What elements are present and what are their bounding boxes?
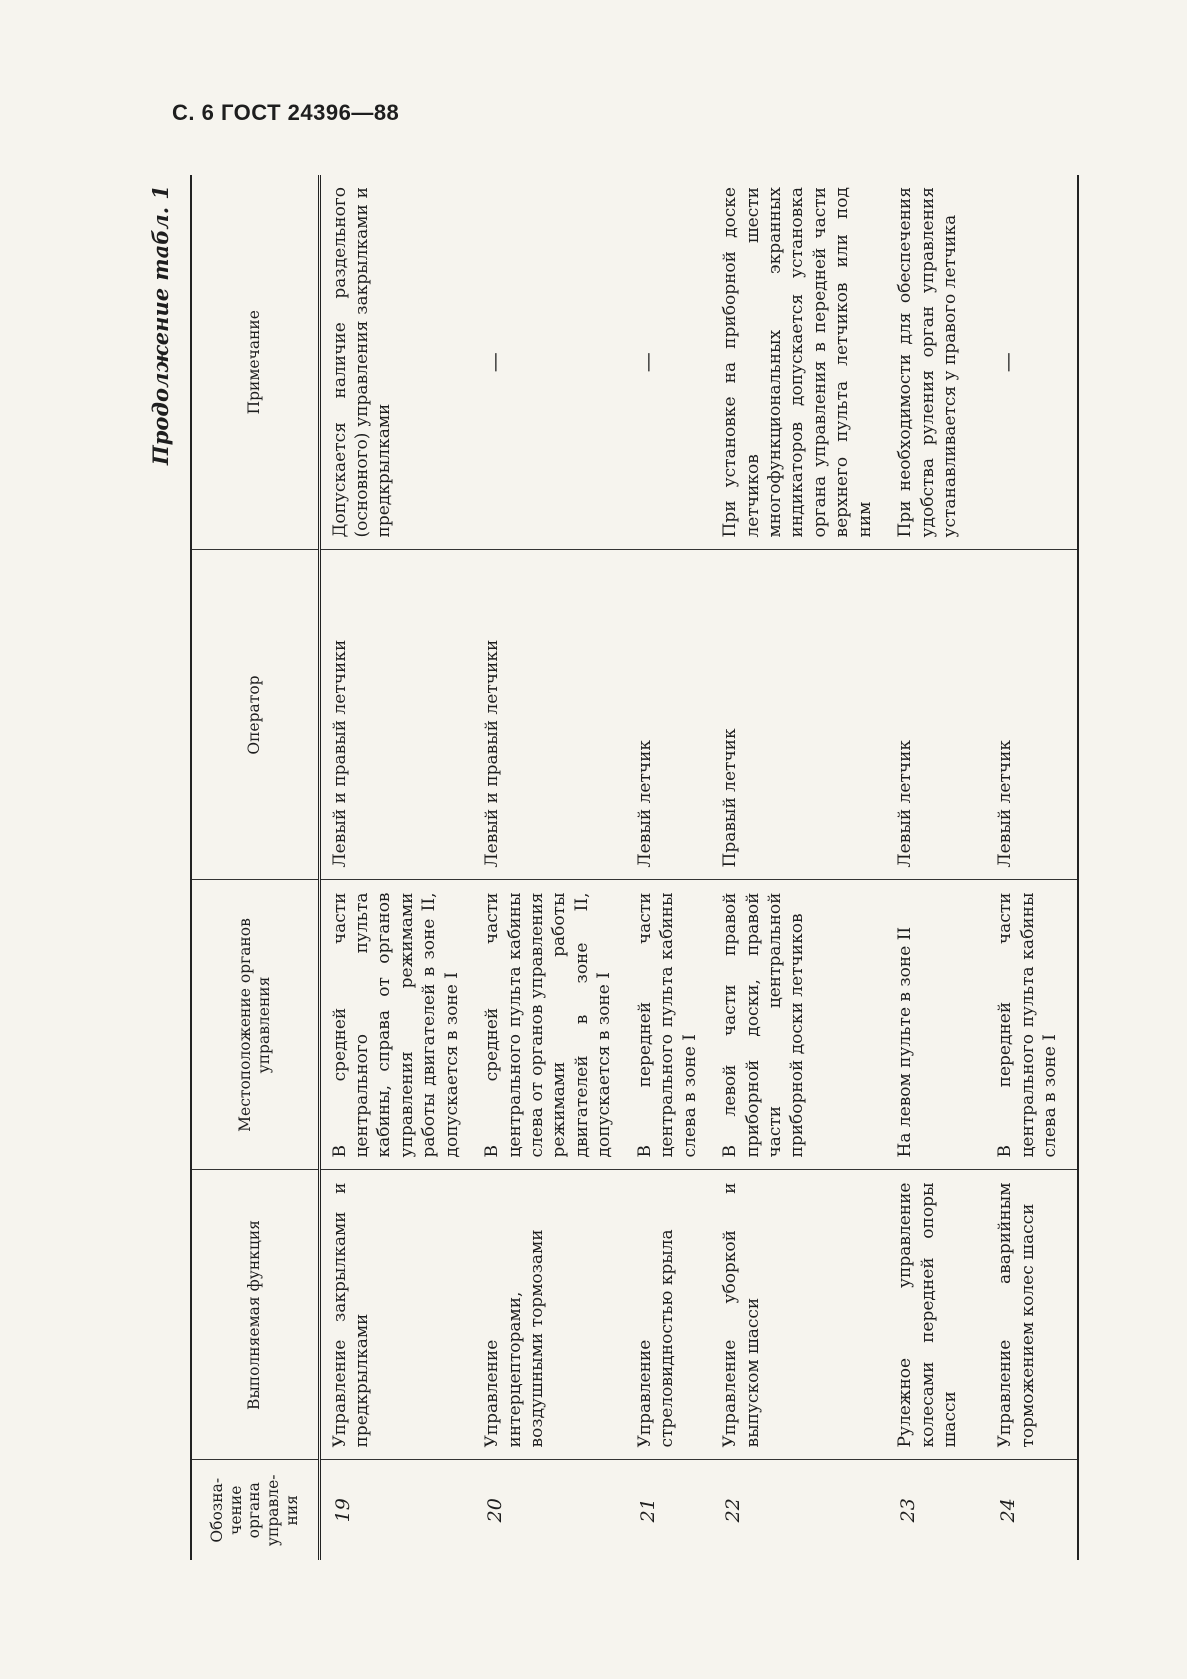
table-row [473, 175, 626, 1560]
table-row [626, 175, 711, 1560]
cell-function: Управление аварийным торможением колес шасси [986, 1170, 1078, 1460]
cell-operator: Левый летчик [626, 550, 711, 880]
cell-operator: Правый летчик [711, 550, 886, 880]
row-number: 22 [722, 1498, 745, 1523]
cell-note: — [986, 175, 1078, 550]
table-row [886, 175, 986, 1560]
cell-note: При необходимости для обеспечения удобства руления орган управления устанавливается у правого летчика [886, 175, 986, 550]
row-number: 19 [331, 1498, 354, 1523]
cell-operator: Левый летчик [986, 550, 1078, 880]
table-row [711, 175, 886, 1560]
cell-note: При установке на приборной доске летчиков шести многофункциональных экранных индикаторов допускается установка органа управления в передней части верхнего пульта летчиков или под ним [711, 175, 886, 550]
cell-operator: Левый и правый летчики [473, 550, 626, 880]
cell-location: На левом пульте в зоне II [886, 880, 986, 1170]
cell-location: В средней части центрального пульта кабины слева от органов управления режимами работы двигателей в зоне II, допускается в зоне I [473, 880, 626, 1170]
rotated-table-block [148, 175, 1100, 1560]
col-header-designation: Обозна-чение органа управле-ния [191, 1460, 319, 1560]
cell-operator: Левый и правый летчики [319, 550, 473, 880]
row-number: 23 [897, 1498, 920, 1523]
cell-operator: Левый летчик [886, 550, 986, 880]
row-number: 20 [484, 1498, 507, 1523]
table-row [319, 175, 473, 1560]
col-header-location: Местоположение органов управления [191, 880, 319, 1170]
col-header-operator: Оператор [191, 550, 319, 880]
col-header-note: Примечание [191, 175, 319, 550]
row-number: 24 [986, 1460, 1078, 1560]
cell-note: — [626, 175, 711, 550]
controls-table [190, 175, 1079, 1560]
table-caption: Продолжение табл. 1 [148, 185, 173, 466]
page-header: С. 6 ГОСТ 24396—88 [172, 100, 400, 125]
cell-function: Управление уборкой и выпуском шасси [711, 1170, 886, 1460]
cell-location: В средней части центрального пульта кабины, справа от органов управления режимами работы двигателей в зоне II, допускается в зоне I [319, 880, 473, 1170]
col-header-function: Выполняемая функция [191, 1170, 319, 1460]
cell-location: В левой части правой приборной доски, правой части центральной приборной доски летчиков [711, 880, 886, 1170]
cell-function: Управление интерцепторами, воздушными тормозами [473, 1170, 626, 1460]
cell-function: Управление закрылками и предкрылками [319, 1170, 473, 1460]
cell-note: Допускается наличие раздельного (основного) управления закрылками и предкрылками [319, 175, 473, 550]
cell-location: В передней части центрального пульта кабины слева в зоне I [626, 880, 711, 1170]
table-header-row [191, 175, 319, 1560]
table-row [986, 175, 1078, 1560]
cell-function: Рулежное управление колесами передней опоры шасси [886, 1170, 986, 1460]
cell-note: — [473, 175, 626, 550]
cell-location: В передней части центрального пульта кабины слева в зоне I [986, 880, 1078, 1170]
cell-function: Управление стреловидностью крыла [626, 1170, 711, 1460]
row-number: 21 [636, 1498, 659, 1523]
